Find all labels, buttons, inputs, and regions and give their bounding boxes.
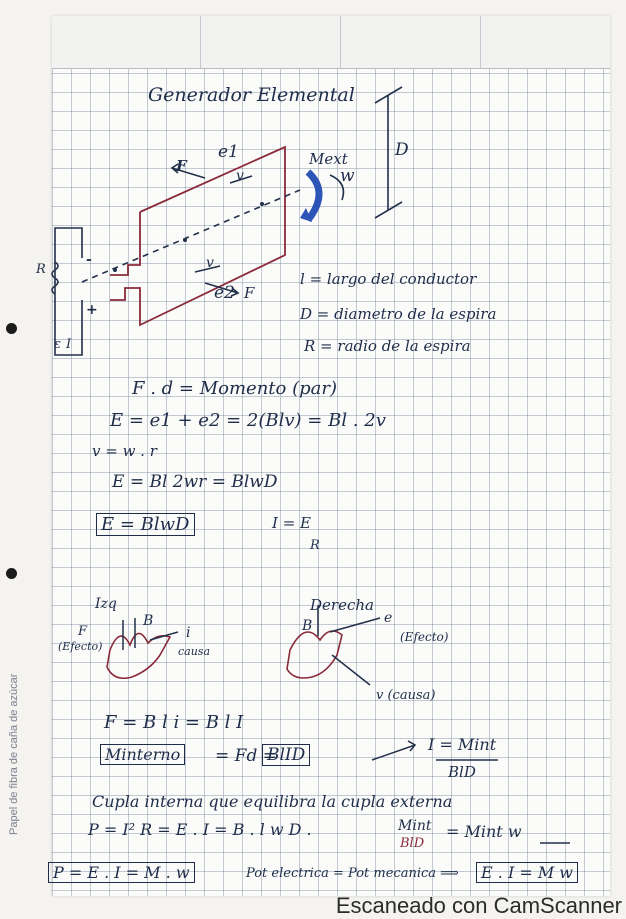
definition-radius: R = radio de la espira [304,337,471,355]
right-hand-e: e [384,610,393,626]
left-hand-i: i [186,625,191,641]
power-fraction-num: Mint [398,818,432,834]
current-law-denominator: R [310,538,320,553]
left-hand-causa: causa [178,645,211,658]
m-interno-boxed: BlID [262,744,310,766]
cupla-text: Cupla interna que equilibra la cupla externa [92,792,453,811]
omega-label: w [340,166,355,186]
binder-hole [6,568,17,579]
ground-label: ε [54,337,61,352]
power-equation-right: = Mint w [446,822,522,841]
resistor-label: R [36,262,46,277]
left-hand-f: F [78,624,88,639]
paper-brand-text: Papel de fibra de caña de azúcar [8,673,20,835]
i-mint-denominator: BlD [448,763,476,781]
right-hand-efecto: (Efecto) [400,630,449,644]
header-divider [200,16,201,68]
right-hand-b: B [302,618,313,634]
force-label-bottom: F [244,284,255,302]
definition-diameter: D = diametro de la espira [300,305,497,323]
minus-terminal: - [86,252,92,268]
current-label: I [66,337,72,352]
m-interno-mid: = Fd = [215,746,277,766]
header-band [52,16,610,69]
m-interno-label: Minterno [100,744,185,765]
velocity-equation: v = w . r [92,442,157,460]
plus-terminal: + [86,302,98,318]
left-hand-efecto: (Efecto) [58,640,103,653]
force-label-top: F [176,157,187,175]
right-hand-title: Derecha [310,596,374,614]
final-boxed-equation: E . I = M w [476,862,578,883]
velocity-label-top: v [236,168,244,184]
binder-hole [6,323,17,334]
current-law-numerator: I = E [272,514,311,532]
emf-sum-equation: E = e1 + e2 = 2(Blv) = Bl . 2v [110,410,386,431]
power-fraction-den: BlD [400,836,425,851]
velocity-label-bottom: v [206,255,214,271]
scanner-watermark: Escaneado con CamScanner [335,893,622,918]
force-equation: F = B l i = B l I [104,712,244,733]
emf-label-top: e1 [218,142,239,162]
power-equation-left: P = I² R = E . I = B . l w D . [88,820,312,839]
moment-equation: F . d = Momento (par) [132,378,337,399]
diameter-label: D [395,140,409,160]
power-equality-text: Pot electrica = Pot mecanica ⟹ [246,866,459,881]
emf-label-bottom: e2 [214,283,235,303]
final-power-equation: P = E . I = M . w [48,862,195,883]
emf-boxed-equation: E = BlwD [96,513,195,536]
page-title: Generador Elemental [148,84,355,106]
right-hand-causa: v (causa) [376,688,436,703]
emf-expand-equation: E = Bl 2wr = BlwD [112,472,278,492]
header-divider [340,16,341,68]
mext-label: Mext [309,150,348,168]
header-divider [480,16,481,68]
definition-length: l = largo del conductor [300,270,477,288]
i-mint-numerator: I = Mint [428,735,497,754]
left-hand-title: Izq [95,596,117,612]
left-hand-b: B [143,613,154,629]
